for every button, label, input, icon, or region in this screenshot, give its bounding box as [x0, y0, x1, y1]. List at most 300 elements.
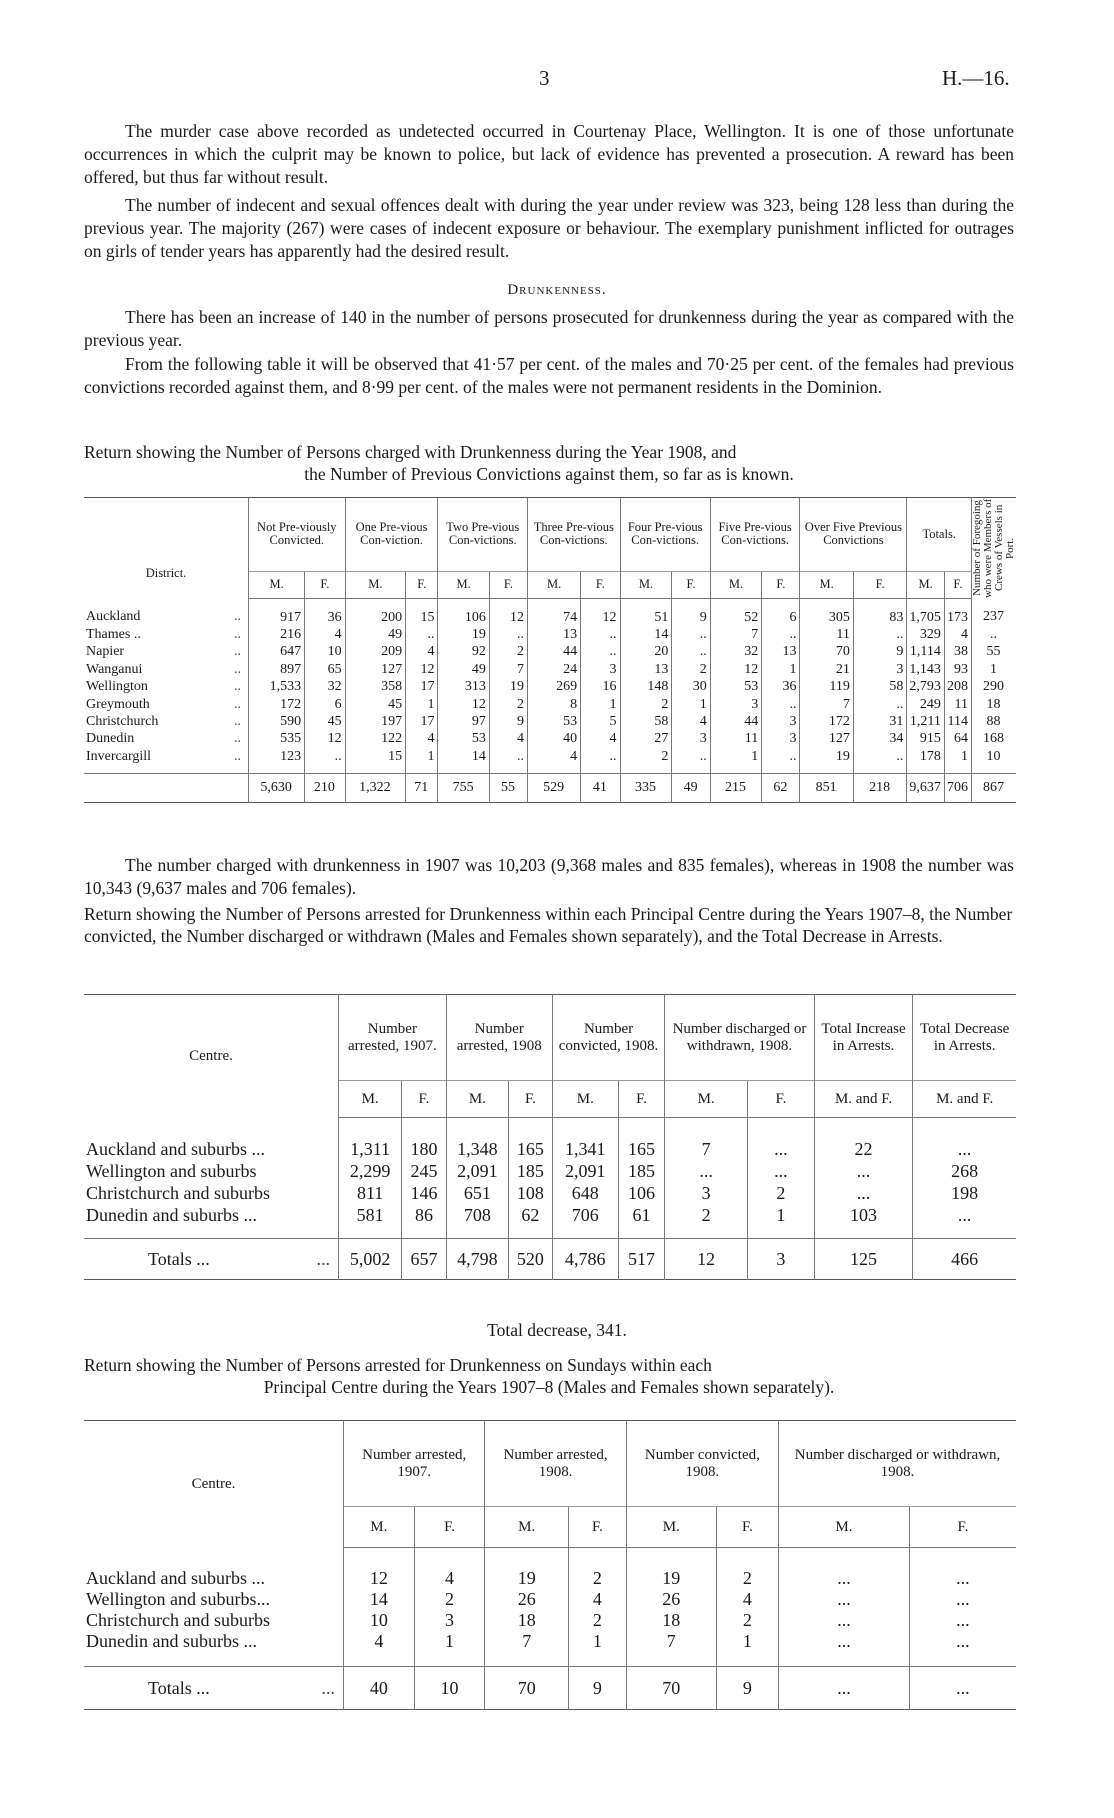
- table-cell: 22: [814, 1118, 913, 1161]
- col-male: M.: [438, 571, 489, 598]
- paragraph-increase: There has been an increase of 140 in the number of persons prosecuted for drunkenness during the year as compared with the previous year.: [84, 307, 1014, 350]
- table-cell: 1,114: [907, 643, 945, 660]
- group-header: Number convicted, 1908.: [552, 995, 664, 1081]
- col-centre: Centre.: [189, 1047, 233, 1064]
- table-cell: ..: [853, 748, 906, 774]
- district-label: Dunedin: [86, 731, 135, 747]
- table-cell: 12: [581, 598, 620, 626]
- leader-dots: ..: [234, 644, 241, 660]
- table-cell: 122: [345, 730, 406, 747]
- table-cell: 3: [665, 1182, 748, 1204]
- leader-dots: ...: [316, 1249, 330, 1269]
- col-male: M.: [339, 1081, 402, 1118]
- table-cell: 10: [972, 748, 1017, 774]
- group-header: Number arrested, 1907.: [344, 1421, 485, 1507]
- table-cell: 14: [438, 748, 489, 774]
- group-header: Total Decrease in Arrests.: [913, 995, 1016, 1081]
- table-cell: 10: [344, 1610, 415, 1631]
- table-cell: 708: [446, 1204, 508, 1239]
- total-cell: 4,798: [446, 1239, 508, 1280]
- table-cell: 51: [620, 598, 672, 626]
- district-name: [84, 730, 249, 747]
- table-cell: 198: [913, 1182, 1016, 1204]
- table-cell: 17: [406, 713, 438, 730]
- table-cell: 5: [581, 713, 620, 730]
- table-cell: 13: [528, 626, 581, 643]
- col-female: F.: [402, 1081, 446, 1118]
- table-cell: 1,533: [249, 678, 305, 695]
- table-cell: 208: [944, 678, 971, 695]
- table-cell: 4: [716, 1589, 778, 1610]
- table-cell: 7: [489, 661, 527, 678]
- total-cell: 210: [305, 774, 345, 803]
- table-cell: 1: [944, 748, 971, 774]
- table-cell: 4: [406, 730, 438, 747]
- table-cell: 148: [620, 678, 672, 695]
- table-cell: 11: [944, 696, 971, 713]
- total-cell: ...: [909, 1667, 1016, 1710]
- table-cell: 12: [438, 696, 489, 713]
- table-cell: 3: [581, 661, 620, 678]
- total-cell: 3: [748, 1239, 815, 1280]
- col-female: F.: [944, 571, 971, 598]
- centre-name: Dunedin and suburbs ...: [86, 1631, 257, 1651]
- table-cell: 53: [438, 730, 489, 747]
- table-cell: 36: [762, 678, 800, 695]
- table-cell: 74: [528, 598, 581, 626]
- table-cell: 83: [853, 598, 906, 626]
- table-cell: 4: [581, 730, 620, 747]
- table-cell: 590: [249, 713, 305, 730]
- leader-dots: ..: [234, 713, 241, 729]
- total-cell: 125: [814, 1239, 913, 1280]
- col-male: M.: [620, 571, 672, 598]
- table-cell: 127: [345, 661, 406, 678]
- table-cell: 40: [528, 730, 581, 747]
- table-cell: 1: [581, 696, 620, 713]
- table-cell: 26: [626, 1589, 716, 1610]
- table-cell: 88: [972, 713, 1017, 730]
- table-cell: 165: [509, 1118, 553, 1161]
- table-cell: 2: [716, 1548, 778, 1590]
- col-male-and-female: M. and F.: [814, 1081, 913, 1118]
- table-cell: 1,348: [446, 1118, 508, 1161]
- col-male: M.: [345, 571, 406, 598]
- table-cell: 19: [626, 1548, 716, 1590]
- col-male: M.: [626, 1507, 716, 1548]
- table-row: [84, 1118, 1016, 1161]
- table-cell: 237: [972, 598, 1017, 626]
- table-cell: 268: [913, 1160, 1016, 1182]
- table-cell: 49: [345, 626, 406, 643]
- table-cell: 180: [402, 1118, 446, 1161]
- total-cell: 517: [618, 1239, 664, 1280]
- table-cell: 329: [907, 626, 945, 643]
- table-cell: 62: [509, 1204, 553, 1239]
- col-male: M.: [710, 571, 762, 598]
- district-name: [84, 696, 249, 713]
- section-heading-drunkenness: Drunkenness.: [507, 282, 607, 298]
- table-cell: 64: [944, 730, 971, 747]
- centre-name: Auckland and suburbs ...: [86, 1138, 265, 1159]
- total-cell: 867: [972, 774, 1017, 803]
- district-name: [84, 643, 249, 660]
- table-cell: 216: [249, 626, 305, 643]
- centre-name: Wellington and suburbs...: [86, 1589, 271, 1609]
- total-cell: 70: [485, 1667, 569, 1710]
- table-cell: 103: [814, 1204, 913, 1239]
- paragraph-murder-case: The murder case above recorded as undetected occurred in Courtenay Place, Wellington. It is one of those unfortunate occurrences in which the culprit may be known to police, but lack of evidence has prevented a prosecution. A reward has been offered, but thus far without result.: [84, 121, 1014, 187]
- table1-caption-line2: the Number of Previous Convictions against them, so far as is known.: [304, 464, 794, 484]
- table-cell: 12: [344, 1548, 415, 1590]
- table-cell: ...: [913, 1118, 1016, 1161]
- table-cell: ...: [748, 1118, 815, 1161]
- table-cell: 2: [665, 1204, 748, 1239]
- table-cell: 7: [800, 696, 853, 713]
- total-cell: 4,786: [552, 1239, 618, 1280]
- sunday-arrests-table: [84, 1420, 1016, 1710]
- table-cell: 2: [748, 1182, 815, 1204]
- table-cell: 31: [853, 713, 906, 730]
- table-cell: 49: [438, 661, 489, 678]
- table-cell: 12: [489, 598, 527, 626]
- col-male: M.: [800, 571, 853, 598]
- table-cell: 173: [944, 598, 971, 626]
- table-cell: 3: [762, 730, 800, 747]
- group-header: Number discharged or withdrawn, 1908.: [779, 1421, 1016, 1507]
- total-cell: 9: [716, 1667, 778, 1710]
- table-cell: 3: [762, 713, 800, 730]
- table-cell: ...: [779, 1631, 910, 1667]
- totals-label: Totals ...: [148, 1249, 210, 1269]
- table2-caption: [84, 903, 1014, 947]
- col-female: F.: [762, 571, 800, 598]
- col-male: M.: [446, 1081, 508, 1118]
- table-cell: ...: [909, 1548, 1016, 1590]
- table-cell: 14: [344, 1589, 415, 1610]
- table2-caption-text: Return showing the Number of Persons arrested for Drunkenness within each Principal Centre during the Years 1907–8, the Number convicted, the Number discharged or withdrawn (Males and Females shown separately), and the Total Decrease in Arrests.: [84, 904, 1013, 946]
- table-cell: ..: [672, 748, 710, 774]
- table-cell: 1,705: [907, 598, 945, 626]
- col-male: M.: [485, 1507, 569, 1548]
- document-reference: H.—16.: [942, 66, 1010, 90]
- table-cell: 36: [305, 598, 345, 626]
- table-cell: 3: [710, 696, 762, 713]
- table-cell: 197: [345, 713, 406, 730]
- total-cell: 218: [853, 774, 906, 803]
- col-male: M.: [665, 1081, 748, 1118]
- table-cell: 106: [618, 1182, 664, 1204]
- table-cell: 65: [305, 661, 345, 678]
- col-male: M.: [528, 571, 581, 598]
- total-cell: 1,322: [345, 774, 406, 803]
- table-cell: 26: [485, 1589, 569, 1610]
- centre-name: Wellington and suburbs: [86, 1161, 257, 1181]
- total-cell: 529: [528, 774, 581, 803]
- col-female: F.: [716, 1507, 778, 1548]
- group-header: Five Pre-vious Con-victions.: [710, 498, 800, 572]
- table-cell: ...: [909, 1631, 1016, 1667]
- table-cell: 1: [710, 748, 762, 774]
- table-cell: 2,091: [446, 1160, 508, 1182]
- table-cell: 7: [626, 1631, 716, 1667]
- table-cell: ..: [672, 643, 710, 660]
- table-cell: 2: [672, 661, 710, 678]
- table-cell: 6: [305, 696, 345, 713]
- table-cell: 200: [345, 598, 406, 626]
- table-cell: 8: [528, 696, 581, 713]
- table-cell: ..: [581, 643, 620, 660]
- table-row: [84, 713, 1016, 730]
- table-cell: 245: [402, 1160, 446, 1182]
- table-cell: 4: [568, 1589, 626, 1610]
- table-cell: 2: [414, 1589, 485, 1610]
- table-cell: 12: [406, 661, 438, 678]
- table-cell: 53: [710, 678, 762, 695]
- total-cell: 10: [414, 1667, 485, 1710]
- table-row: [84, 748, 1016, 774]
- table-cell: 32: [710, 643, 762, 660]
- table-cell: 1: [406, 696, 438, 713]
- table-cell: 3: [853, 661, 906, 678]
- group-header: One Pre-vious Con-viction.: [345, 498, 438, 572]
- district-name: [84, 661, 249, 678]
- leader-dots: ..: [234, 661, 241, 677]
- col-male: M.: [907, 571, 945, 598]
- table-cell: 185: [618, 1160, 664, 1182]
- leader-dots: ..: [234, 679, 241, 695]
- total-cell: 40: [344, 1667, 415, 1710]
- table-cell: 55: [972, 643, 1017, 660]
- district-label: Wanganui: [86, 661, 143, 677]
- table-cell: 4: [489, 730, 527, 747]
- table-cell: 19: [489, 678, 527, 695]
- group-header: Two Pre-vious Con-victions.: [438, 498, 528, 572]
- col-district: District.: [145, 566, 187, 580]
- table-row: [84, 730, 1016, 747]
- table-cell: 93: [944, 661, 971, 678]
- district-label: Auckland: [86, 609, 141, 625]
- table1-caption-line1: Return showing the Number of Persons charged with Drunkenness during the Year 1908, and: [84, 442, 737, 462]
- table-cell: 58: [620, 713, 672, 730]
- table-cell: 1,211: [907, 713, 945, 730]
- table-cell: 2: [620, 696, 672, 713]
- col-female: F.: [305, 571, 345, 598]
- table-cell: ...: [909, 1610, 1016, 1631]
- table-cell: 3: [672, 730, 710, 747]
- table3-caption-line2: Principal Centre during the Years 1907–8 (Males and Females shown separately).: [263, 1377, 835, 1397]
- table-cell: ..: [581, 626, 620, 643]
- table-cell: 13: [762, 643, 800, 660]
- table-cell: 7: [485, 1631, 569, 1667]
- table-cell: 6: [762, 598, 800, 626]
- table-cell: ..: [489, 626, 527, 643]
- table-cell: 19: [800, 748, 853, 774]
- table-cell: ...: [814, 1160, 913, 1182]
- table-cell: 27: [620, 730, 672, 747]
- table-cell: 34: [853, 730, 906, 747]
- table-cell: ..: [762, 748, 800, 774]
- leader-dots: ..: [234, 696, 241, 712]
- table-cell: 2: [620, 748, 672, 774]
- group-header: Number discharged or withdrawn, 1908.: [665, 995, 814, 1081]
- centre-name: Christchurch and suburbs: [86, 1183, 270, 1203]
- total-cell: 5,630: [249, 774, 305, 803]
- district-label: Christchurch: [86, 713, 159, 729]
- table-cell: 11: [710, 730, 762, 747]
- total-cell: 70: [626, 1667, 716, 1710]
- col-female: F.: [489, 571, 527, 598]
- table-cell: 647: [249, 643, 305, 660]
- table-cell: 7: [710, 626, 762, 643]
- table-cell: 20: [620, 643, 672, 660]
- table-cell: 535: [249, 730, 305, 747]
- paragraph-indecent-offences: The number of indecent and sexual offences dealt with during the year under review was 323, being 128 less than during the previous year. The majority (267) were cases of indecent exposure or behaviour. The exemplary punishment inflicted for outrages on girls of tender years has apparently had the desired result.: [84, 195, 1014, 261]
- centre-name: Dunedin and suburbs ...: [86, 1205, 257, 1225]
- table-cell: ..: [972, 626, 1017, 643]
- table-cell: ...: [913, 1204, 1016, 1239]
- col-crews-of-vessels: [972, 498, 1017, 599]
- totals-label-cell: [84, 1239, 339, 1280]
- table-cell: 92: [438, 643, 489, 660]
- total-cell: 12: [665, 1239, 748, 1280]
- total-cell: 5,002: [339, 1239, 402, 1280]
- table-cell: 44: [528, 643, 581, 660]
- drunkenness-convictions-table: [84, 497, 1016, 803]
- district-name: [84, 626, 249, 643]
- table-cell: 358: [345, 678, 406, 695]
- table-cell: 9: [672, 598, 710, 626]
- table-row: [84, 626, 1016, 643]
- table-cell: 313: [438, 678, 489, 695]
- col-female: F.: [414, 1507, 485, 1548]
- table-cell: 706: [552, 1204, 618, 1239]
- paragraph-charged-1907-1908: The number charged with drunkenness in 1907 was 10,203 (9,368 males and 835 females), whereas in 1908 the number was 10,343 (9,637 males and 706 females).: [84, 855, 1014, 898]
- col-female: F.: [853, 571, 906, 598]
- table-cell: 165: [618, 1118, 664, 1161]
- table-cell: 18: [485, 1610, 569, 1631]
- col-female: F.: [672, 571, 710, 598]
- table-cell: 13: [620, 661, 672, 678]
- group-header: Four Pre-vious Con-victions.: [620, 498, 710, 572]
- table-cell: 18: [626, 1610, 716, 1631]
- total-cell: 215: [710, 774, 762, 803]
- col-male: M.: [552, 1081, 618, 1118]
- table-cell: 15: [345, 748, 406, 774]
- table-cell: ..: [581, 748, 620, 774]
- leader-dots: ..: [234, 731, 241, 747]
- table-cell: 1: [716, 1631, 778, 1667]
- table-cell: 4: [944, 626, 971, 643]
- table-row: [84, 1160, 1016, 1182]
- table-row: [84, 1589, 1016, 1610]
- table-cell: 61: [618, 1204, 664, 1239]
- table-row: [84, 661, 1016, 678]
- district-label: Thames ..: [86, 626, 141, 642]
- table-cell: 19: [438, 626, 489, 643]
- table-cell: ...: [779, 1589, 910, 1610]
- group-header: Not Pre-viously Convicted.: [249, 498, 346, 572]
- totals-label: Totals ...: [148, 1677, 210, 1698]
- table-cell: 168: [972, 730, 1017, 747]
- table-cell: 4: [344, 1631, 415, 1667]
- table-cell: 16: [581, 678, 620, 695]
- table-cell: 70: [800, 643, 853, 660]
- col-female: F.: [909, 1507, 1016, 1548]
- table-row: [84, 1548, 1016, 1590]
- total-cell: 520: [509, 1239, 553, 1280]
- table-cell: ...: [779, 1548, 910, 1590]
- totals-row: [84, 1239, 1016, 1280]
- district-name: [84, 713, 249, 730]
- table-cell: 269: [528, 678, 581, 695]
- table-row: [84, 678, 1016, 695]
- table-cell: 249: [907, 696, 945, 713]
- table-cell: ...: [665, 1160, 748, 1182]
- table-cell: 2: [568, 1548, 626, 1590]
- district-name: [84, 748, 249, 774]
- table-cell: 58: [853, 678, 906, 695]
- table-cell: 2: [716, 1610, 778, 1631]
- table-cell: 897: [249, 661, 305, 678]
- table-cell: ..: [853, 626, 906, 643]
- col-male: M.: [344, 1507, 415, 1548]
- total-cell: 62: [762, 774, 800, 803]
- table-cell: 9: [853, 643, 906, 660]
- district-label: Napier: [86, 644, 125, 660]
- table-cell: ..: [762, 696, 800, 713]
- col-male-and-female: M. and F.: [913, 1081, 1016, 1118]
- table-row: [84, 1631, 1016, 1667]
- col-female: F.: [748, 1081, 815, 1118]
- table-cell: 11: [800, 626, 853, 643]
- table-cell: 1,143: [907, 661, 945, 678]
- table-cell: 52: [710, 598, 762, 626]
- table-cell: 4: [305, 626, 345, 643]
- table-cell: 209: [345, 643, 406, 660]
- table-cell: 172: [249, 696, 305, 713]
- total-cell: 9: [568, 1667, 626, 1710]
- district-label: Invercargill: [86, 748, 152, 764]
- table-cell: 45: [305, 713, 345, 730]
- table-cell: 12: [710, 661, 762, 678]
- table-cell: 185: [509, 1160, 553, 1182]
- leader-dots: ..: [234, 626, 241, 642]
- table-cell: 114: [944, 713, 971, 730]
- table-cell: 2: [489, 696, 527, 713]
- leader-dots: ..: [234, 748, 241, 764]
- table-cell: ..: [672, 626, 710, 643]
- col-female: F.: [568, 1507, 626, 1548]
- group-header: Three Pre-vious Con-victions.: [528, 498, 621, 572]
- table-cell: 4: [406, 643, 438, 660]
- table-cell: 290: [972, 678, 1017, 695]
- district-label: Greymouth: [86, 696, 150, 712]
- total-cell: 49: [672, 774, 710, 803]
- table-cell: 119: [800, 678, 853, 695]
- table-cell: 53: [528, 713, 581, 730]
- group-header: Number arrested, 1908.: [485, 1421, 626, 1507]
- table-cell: 123: [249, 748, 305, 774]
- group-header: Number convicted, 1908.: [626, 1421, 778, 1507]
- table3-caption-line1: Return showing the Number of Persons arrested for Drunkenness on Sundays within each: [84, 1355, 712, 1375]
- table-cell: 648: [552, 1182, 618, 1204]
- table-row: [84, 696, 1016, 713]
- table-cell: 811: [339, 1182, 402, 1204]
- paragraph-previous-convictions: From the following table it will be observed that 41·57 per cent. of the males and 70·25 per cent. of the females had previous convictions recorded against them, and 8·99 per cent. of the males were not permanent residents in the Dominion.: [84, 354, 1014, 397]
- table-cell: 915: [907, 730, 945, 747]
- table-cell: 4: [528, 748, 581, 774]
